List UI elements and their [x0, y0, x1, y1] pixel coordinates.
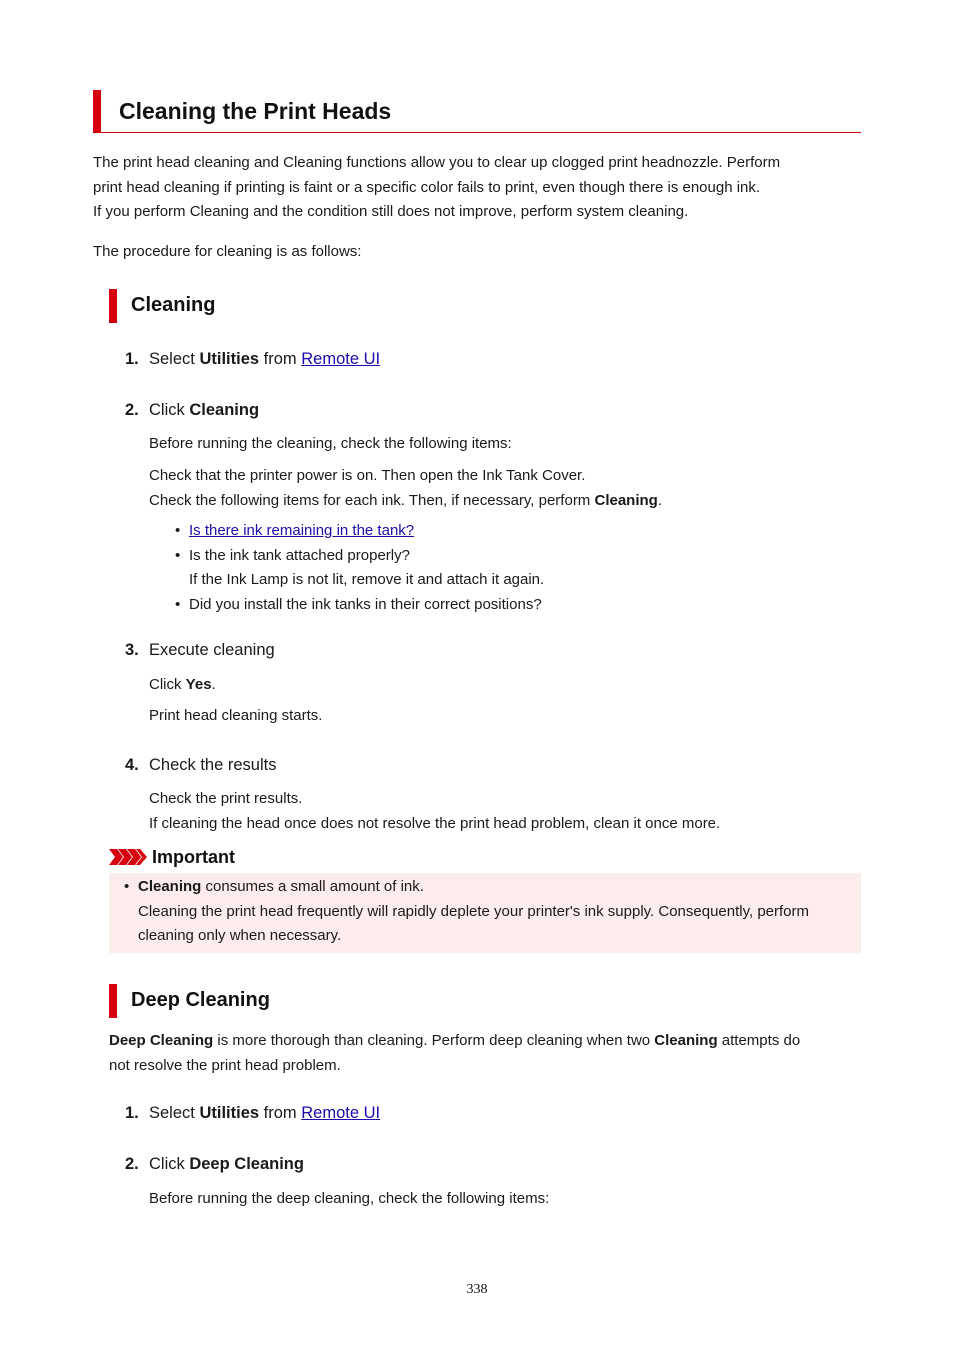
important-bold: Cleaning: [138, 878, 202, 895]
step-text: Select: [149, 1104, 200, 1122]
step-2-text: [149, 401, 259, 420]
deep-bold: Cleaning: [654, 1032, 718, 1049]
step-2-checks: [149, 464, 869, 513]
section-accent-bar: [109, 289, 117, 323]
remote-ui-link[interactable]: Remote UI: [301, 350, 381, 368]
important-label: Important: [152, 847, 235, 867]
page-number: 338: [466, 1282, 488, 1297]
page-title: Cleaning the Print Heads: [119, 98, 392, 124]
step-3-starts: Print head cleaning starts.: [149, 707, 323, 724]
section-heading-cleaning: Cleaning: [131, 294, 216, 316]
step-number: 1.: [125, 1104, 139, 1122]
intro-line-3: If you perform Cleaning and the condition still does not improve, perform system cleaning.: [93, 203, 689, 220]
remote-ui-link[interactable]: Remote UI: [301, 1104, 381, 1122]
title-accent-bar: [93, 90, 101, 133]
step-text: Click: [149, 401, 190, 419]
step-bold: Utilities: [199, 350, 260, 368]
ink-remaining-link[interactable]: Is there ink remaining in the tank?: [189, 522, 415, 539]
step-text: Click: [149, 1155, 190, 1173]
check-bold: Cleaning: [594, 491, 658, 509]
important-text: consumes a small amount of ink.: [201, 878, 424, 895]
step-3-click: [149, 673, 216, 698]
title-underline: [101, 132, 861, 133]
list-item: • Did you install the ink tanks in their correct positions?: [189, 593, 869, 618]
check-text: .: [657, 491, 662, 509]
important-icon: [109, 849, 147, 865]
step-number: 3.: [125, 641, 139, 659]
check-list: [189, 519, 869, 617]
important-body: [138, 875, 860, 949]
step-4-line-2: If cleaning the head once does not resolve the print head problem, clean it once more.: [149, 814, 721, 832]
step-text: .: [211, 676, 216, 693]
step-number: 4.: [125, 756, 139, 774]
step-number: 2.: [125, 401, 139, 419]
step-3-title: Execute cleaning: [149, 641, 275, 659]
important-line-2: Cleaning the print head frequently will rapidly deplete your printer's ink supply. Consequently, perform: [138, 902, 810, 920]
deep-step-2-text: [149, 1155, 304, 1174]
deep-text: is more thorough than cleaning. Perform deep cleaning when two: [213, 1032, 655, 1049]
important-line-3: cleaning only when necessary.: [138, 927, 342, 944]
list-item-subtext: If the Ink Lamp is not lit, remove it and attach it again.: [189, 571, 545, 588]
step-4-title: Check the results: [149, 756, 277, 774]
check-text: Check the following items for each ink. Then, if necessary, perform: [149, 491, 595, 509]
deep-intro: [109, 1029, 869, 1078]
check-line-1: Check that the printer power is on. Then open the Ink Tank Cover.: [149, 467, 586, 484]
deep-step-1-text: [149, 1104, 380, 1123]
intro-line-2: print head cleaning if printing is faint or a specific color fails to print, even though there is enough ink.: [93, 178, 761, 196]
step-text: Click: [149, 676, 186, 693]
important-item: [138, 875, 860, 900]
deep-step-2-before: Before running the deep cleaning, check the following items:: [149, 1190, 550, 1207]
step-bold: Utilities: [199, 1104, 260, 1122]
deep-bold: Deep Cleaning: [109, 1032, 214, 1049]
deep-intro-line-1: [109, 1029, 869, 1054]
procedure-text: The procedure for cleaning is as follows:: [93, 243, 362, 260]
step-4-body: [149, 787, 869, 836]
step-2-before: Before running the cleaning, check the following items:: [149, 435, 512, 452]
section-accent-bar: [109, 984, 117, 1018]
deep-text: attempts do: [717, 1032, 801, 1049]
step-text: from: [259, 350, 302, 368]
step-4-line-1: Check the print results.: [149, 790, 303, 807]
step-1-text: [149, 350, 380, 369]
section-heading-deep-cleaning: Deep Cleaning: [131, 989, 270, 1011]
step-bold: Yes: [185, 676, 212, 693]
step-bold: Cleaning: [189, 401, 260, 419]
deep-intro-line-2: not resolve the print head problem.: [109, 1056, 341, 1074]
intro-paragraph: [93, 151, 863, 225]
check-line-2: [149, 489, 869, 514]
step-number: 1.: [125, 350, 139, 368]
step-bold: Deep Cleaning: [189, 1155, 304, 1173]
intro-line-1: The print head cleaning and Cleaning functions allow you to clear up clogged print headnozzle. Perform: [93, 154, 781, 171]
list-item: [189, 519, 869, 544]
step-text: from: [259, 1104, 302, 1122]
list-item: • Is the ink tank attached properly?: [189, 544, 869, 569]
step-number: 2.: [125, 1155, 139, 1173]
step-text: Select: [149, 350, 200, 368]
